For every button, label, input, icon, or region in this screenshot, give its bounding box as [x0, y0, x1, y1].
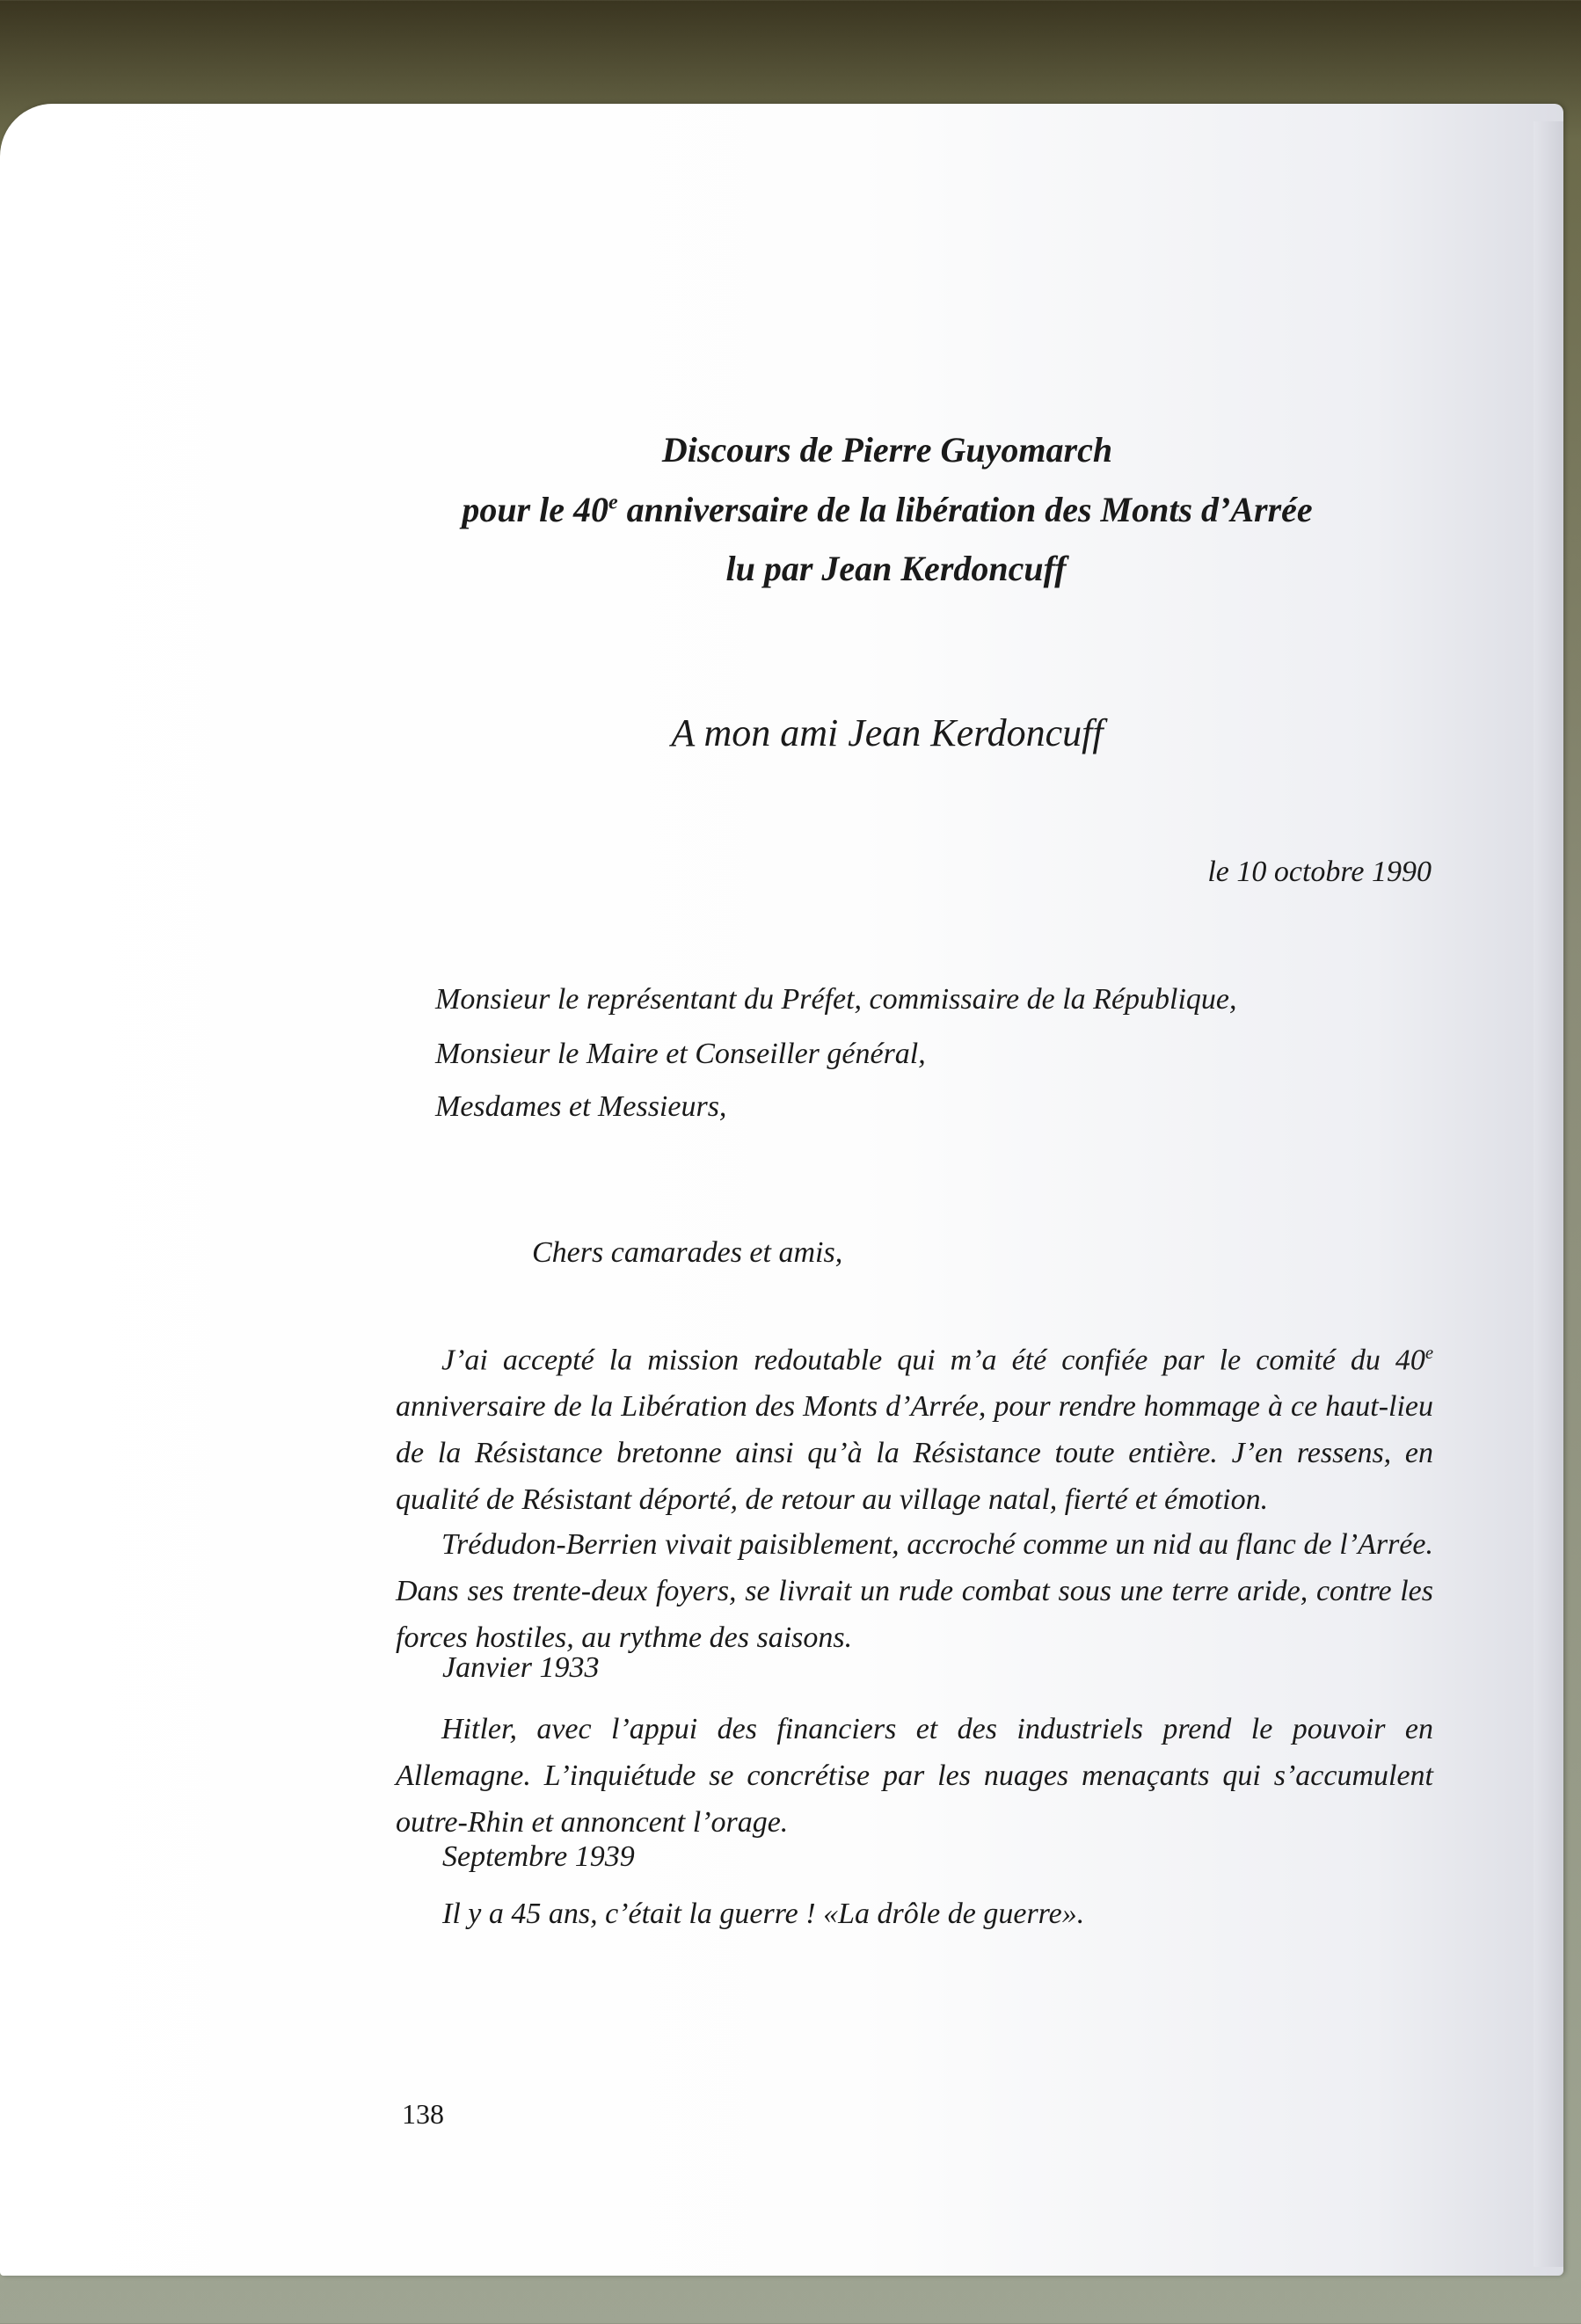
addressee-line-3: Mesdames et Messieurs,	[435, 1090, 727, 1123]
addressee-line-2: Monsieur le Maire et Conseiller général,	[435, 1038, 926, 1070]
page-number: 138	[402, 2098, 444, 2130]
heading-line-3: lu par Jean Kerdoncuff	[725, 549, 1067, 588]
dedication: A mon ami Jean Kerdoncuff	[671, 711, 1104, 754]
addressee-line-1: Monsieur le représentant du Préfet, commissaire de la République,	[435, 983, 1237, 1016]
paragraph-1-end: anniversaire de la Libération des Monts d’Arrée, pour rendre hommage à ce haut-lieu de la Résistance bretonne ainsi qu’à la Résistance toute entière. J’en ressens, en qualité de Résistant déporté, de retour au village natal, fierté et émotion.	[396, 1390, 1433, 1517]
heading-line-1: Discours de Pierre Guyomarch	[661, 430, 1113, 470]
paragraph-1-start: J’ai accepté la mission redoutable qui m’a été confiée par le comité du 40	[441, 1344, 1425, 1377]
heading-line-2-end: anniversaire de la libération des Monts d’Arrée	[617, 490, 1313, 529]
greeting: Chers camarades et amis,	[532, 1236, 843, 1269]
heading-line-2	[106, 489, 1581, 530]
paragraph-2-text: Trédudon-Berrien vivait paisiblement, accroché comme un nid au flanc de l’Arrée. Dans ses trente-deux foyers, se livrait un rude combat sous une terre aride, contre les forces hostiles, au rythme des saisons.	[396, 1528, 1433, 1654]
paragraph-2	[396, 1521, 1433, 1661]
paragraph-4: Il y a 45 ans, c’était la guerre ! «La drôle de guerre».	[442, 1898, 1085, 1930]
paragraph-1	[396, 1330, 1433, 1523]
date-heading-1933: Janvier 1933	[442, 1651, 600, 1684]
paragraph-1-superscript: e	[1424, 1344, 1433, 1363]
book-page	[0, 104, 1563, 2276]
heading-line-2-start: pour le 40	[462, 490, 608, 529]
paragraph-3-text: Hitler, avec l’appui des financiers et des industriels prend le pouvoir en Allemagne. L’inquiétude se concrétise par les nuages menaçants qui s’accumulent outre-Rhin et annoncent l’orage.	[396, 1713, 1433, 1839]
paragraph-3	[396, 1706, 1433, 1846]
heading-line-2-superscript: e	[608, 491, 618, 514]
date-heading-1939: Septembre 1939	[442, 1840, 635, 1873]
letter-date: le 10 octobre 1990	[1207, 856, 1432, 888]
